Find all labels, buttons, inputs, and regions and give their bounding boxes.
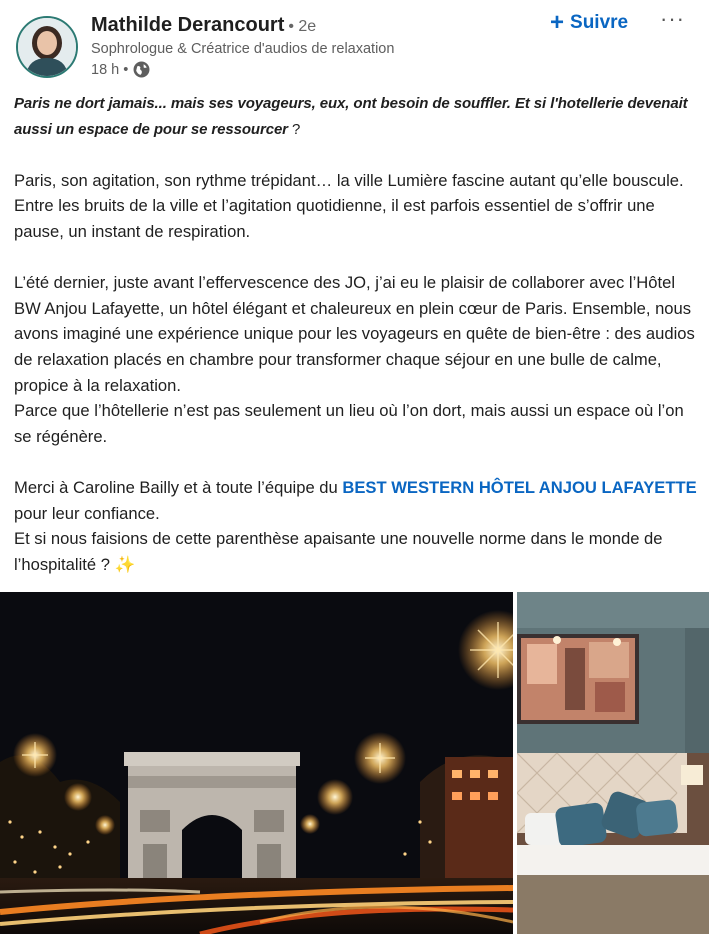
post-intro-question: ?	[287, 120, 301, 138]
sparkle-emoji: ✨	[114, 554, 136, 574]
globe-icon	[133, 61, 150, 78]
post-closing-text: Et si nous faisions de cette parenthèse apaisante une nouvelle norme dans le monde de l’hospitalité ?	[14, 529, 663, 574]
post-image-hotel-bed[interactable]	[517, 753, 709, 934]
connection-degree: • 2e	[288, 18, 317, 35]
arc-de-triomphe	[124, 752, 300, 882]
follow-label: Suivre	[570, 12, 629, 33]
post-paragraph-4	[14, 475, 704, 526]
company-mention-link[interactable]: BEST WESTERN HÔTEL ANJOU LAFAYETTE	[342, 477, 697, 497]
post-paragraph-2: L’été dernier, juste avant l’effervescence des JO, j’ai eu le plaisir de collaborer avec l’Hôtel BW Anjou Lafayette, un hôtel élégant et chaleureux en plein cœur de Paris. Ensemble, nous avons imaginé une expérience unique pour les voyageurs en quête de bien-être : des audios de relaxation placés en chambre pour transformer chaque séjour en une bulle de calme, propice à la relaxation.	[14, 273, 695, 395]
post-intro-bold: Paris ne dort jamais... mais ses voyageurs, eux, ont besoin de souffler. Et si l'hotellerie devenait aussi un espace de pour se ressourcer	[14, 95, 688, 138]
plus-icon: +	[550, 9, 565, 36]
author-headline: Sophrologue & Créatrice d'audios de relaxation	[91, 41, 395, 57]
author-name[interactable]	[91, 14, 316, 37]
post-paragraph-5	[14, 526, 704, 577]
post-meta	[91, 61, 150, 78]
follow-button[interactable]	[550, 11, 628, 35]
more-options-icon[interactable]: ···	[660, 6, 685, 31]
post-paragraph-3: Parce que l’hôtellerie n’est pas seulement un lieu où l’on dort, mais aussi un espace où l’on se régénère.	[14, 401, 684, 446]
post-image-arc-de-triomphe[interactable]	[0, 592, 513, 934]
post-image-hotel-wall[interactable]	[517, 592, 709, 753]
author-name-text[interactable]: Mathilde Derancourt	[91, 14, 285, 36]
post-thanks-end: pour leur confiance.	[14, 503, 160, 523]
post-thanks-text: Merci à Caroline Bailly et à toute l’équipe du	[14, 477, 343, 497]
post-time: 18 h •	[91, 61, 129, 78]
author-avatar[interactable]	[16, 16, 78, 78]
post-intro	[14, 91, 704, 142]
post-paragraph-1: Paris, son agitation, son rythme trépidant… la ville Lumière fascine autant qu’elle bouscule. Entre les bruits de la ville et l’agitation quotidienne, il est parfois essentiel de s’offrir une pause, un instant de respiration.	[14, 170, 684, 241]
post-text	[14, 91, 704, 577]
